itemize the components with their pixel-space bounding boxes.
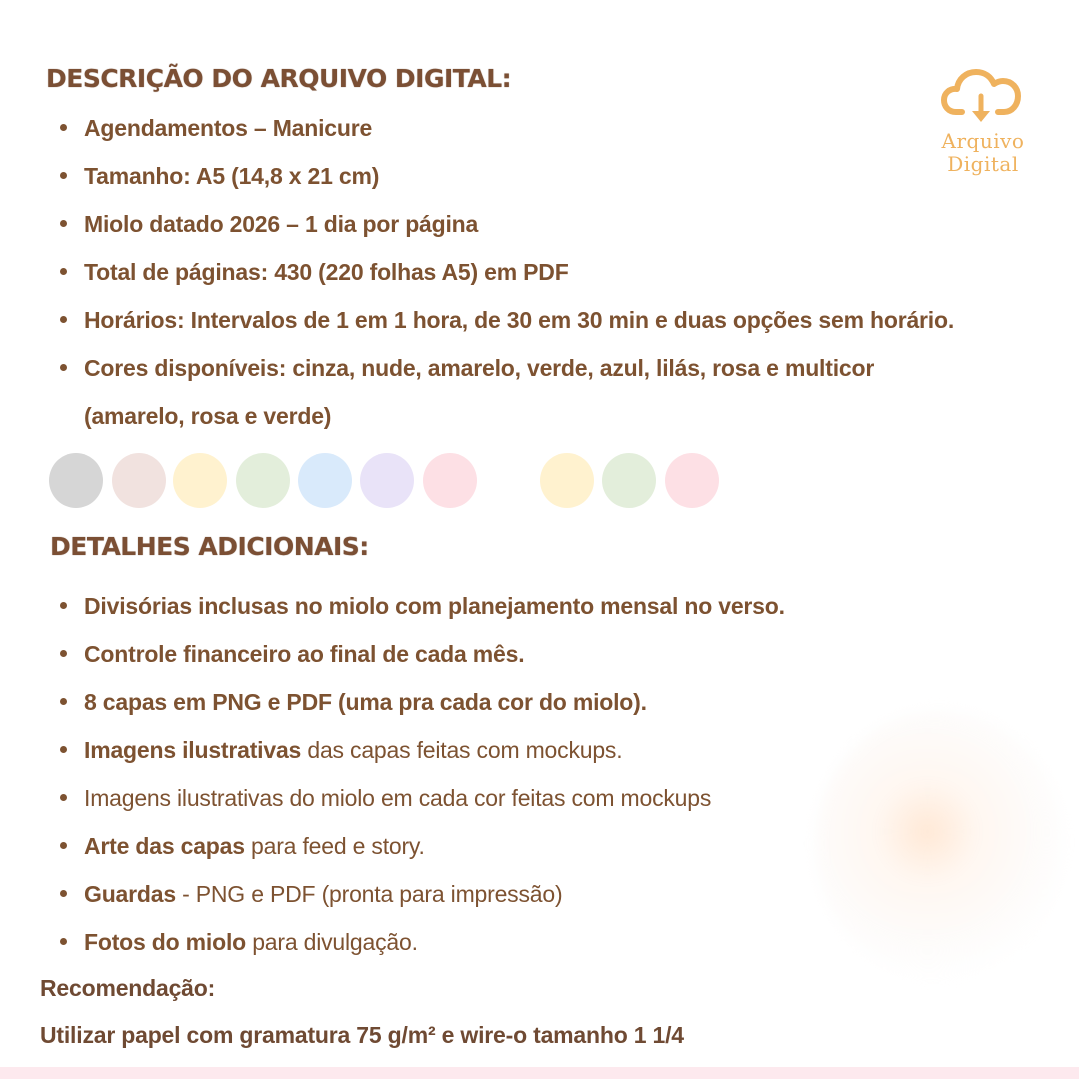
list-item: Guardas - PNG e PDF (pronta para impressão)	[58, 870, 785, 918]
swatch-multicor-verde	[602, 453, 656, 508]
color-swatches	[49, 453, 749, 509]
cloud-download-icon	[928, 66, 1038, 130]
bullet-icon	[60, 698, 67, 705]
bullet-icon	[60, 316, 67, 323]
bullet-icon	[60, 746, 67, 753]
swatch-multicor-rosa	[665, 453, 719, 508]
list-item: Imagens ilustrativas do miolo em cada cor feitas com mockups	[58, 774, 785, 822]
recommendation-text: Utilizar papel com gramatura 75 g/m² e wire-o tamanho 1 1/4	[40, 1022, 684, 1048]
description-heading: DESCRIÇÃO DO ARQUIVO DIGITAL:	[46, 64, 512, 93]
swatch-rosa	[423, 453, 477, 508]
bullet-icon	[60, 842, 67, 849]
arquivo-digital-logo	[928, 66, 1038, 186]
bullet-icon	[60, 602, 67, 609]
swatch-azul	[298, 453, 352, 508]
bullet-icon	[60, 268, 67, 275]
swatch-nude	[112, 453, 166, 508]
bullet-icon	[60, 890, 67, 897]
bullet-icon	[60, 364, 67, 371]
bullet-icon	[60, 938, 67, 945]
recommendation-label: Recomendação:	[40, 975, 216, 1001]
logo-text: Arquivo Digital	[941, 129, 1025, 176]
bullet-icon	[60, 124, 67, 131]
list-item: Imagens ilustrativas das capas feitas com mockups.	[58, 726, 785, 774]
decorative-glow	[815, 710, 1065, 980]
swatch-cinza	[49, 453, 103, 508]
list-item: Miolo datado 2026 – 1 dia por página	[58, 200, 954, 248]
bullet-icon	[60, 794, 67, 801]
list-item: Total de páginas: 430 (220 folhas A5) em PDF	[58, 248, 954, 296]
description-list	[58, 104, 954, 440]
list-item: Controle financeiro ao final de cada mês.	[58, 630, 785, 678]
list-item: Fotos do miolo para divulgação.	[58, 918, 785, 966]
bullet-icon	[60, 220, 67, 227]
list-item: Agendamentos – Manicure	[58, 104, 954, 152]
swatch-verde	[236, 453, 290, 508]
swatch-amarelo	[173, 453, 227, 508]
list-item: 8 capas em PNG e PDF (uma pra cada cor do miolo).	[58, 678, 785, 726]
footer-band	[0, 1067, 1079, 1079]
swatch-multicor-amarelo	[540, 453, 594, 508]
list-item: Tamanho: A5 (14,8 x 21 cm)	[58, 152, 954, 200]
swatch-lilas	[360, 453, 414, 508]
details-heading: DETALHES ADICIONAIS:	[50, 532, 369, 561]
list-item: Divisórias inclusas no miolo com planejamento mensal no verso.	[58, 582, 785, 630]
details-list	[58, 582, 785, 966]
bullet-icon	[60, 172, 67, 179]
list-item: Cores disponíveis: cinza, nude, amarelo, verde, azul, lilás, rosa e multicor (amarelo, rosa e verde)	[58, 344, 954, 440]
bullet-icon	[60, 650, 67, 657]
list-item: Arte das capas para feed e story.	[58, 822, 785, 870]
list-item: Horários: Intervalos de 1 em 1 hora, de 30 em 30 min e duas opções sem horário.	[58, 296, 954, 344]
